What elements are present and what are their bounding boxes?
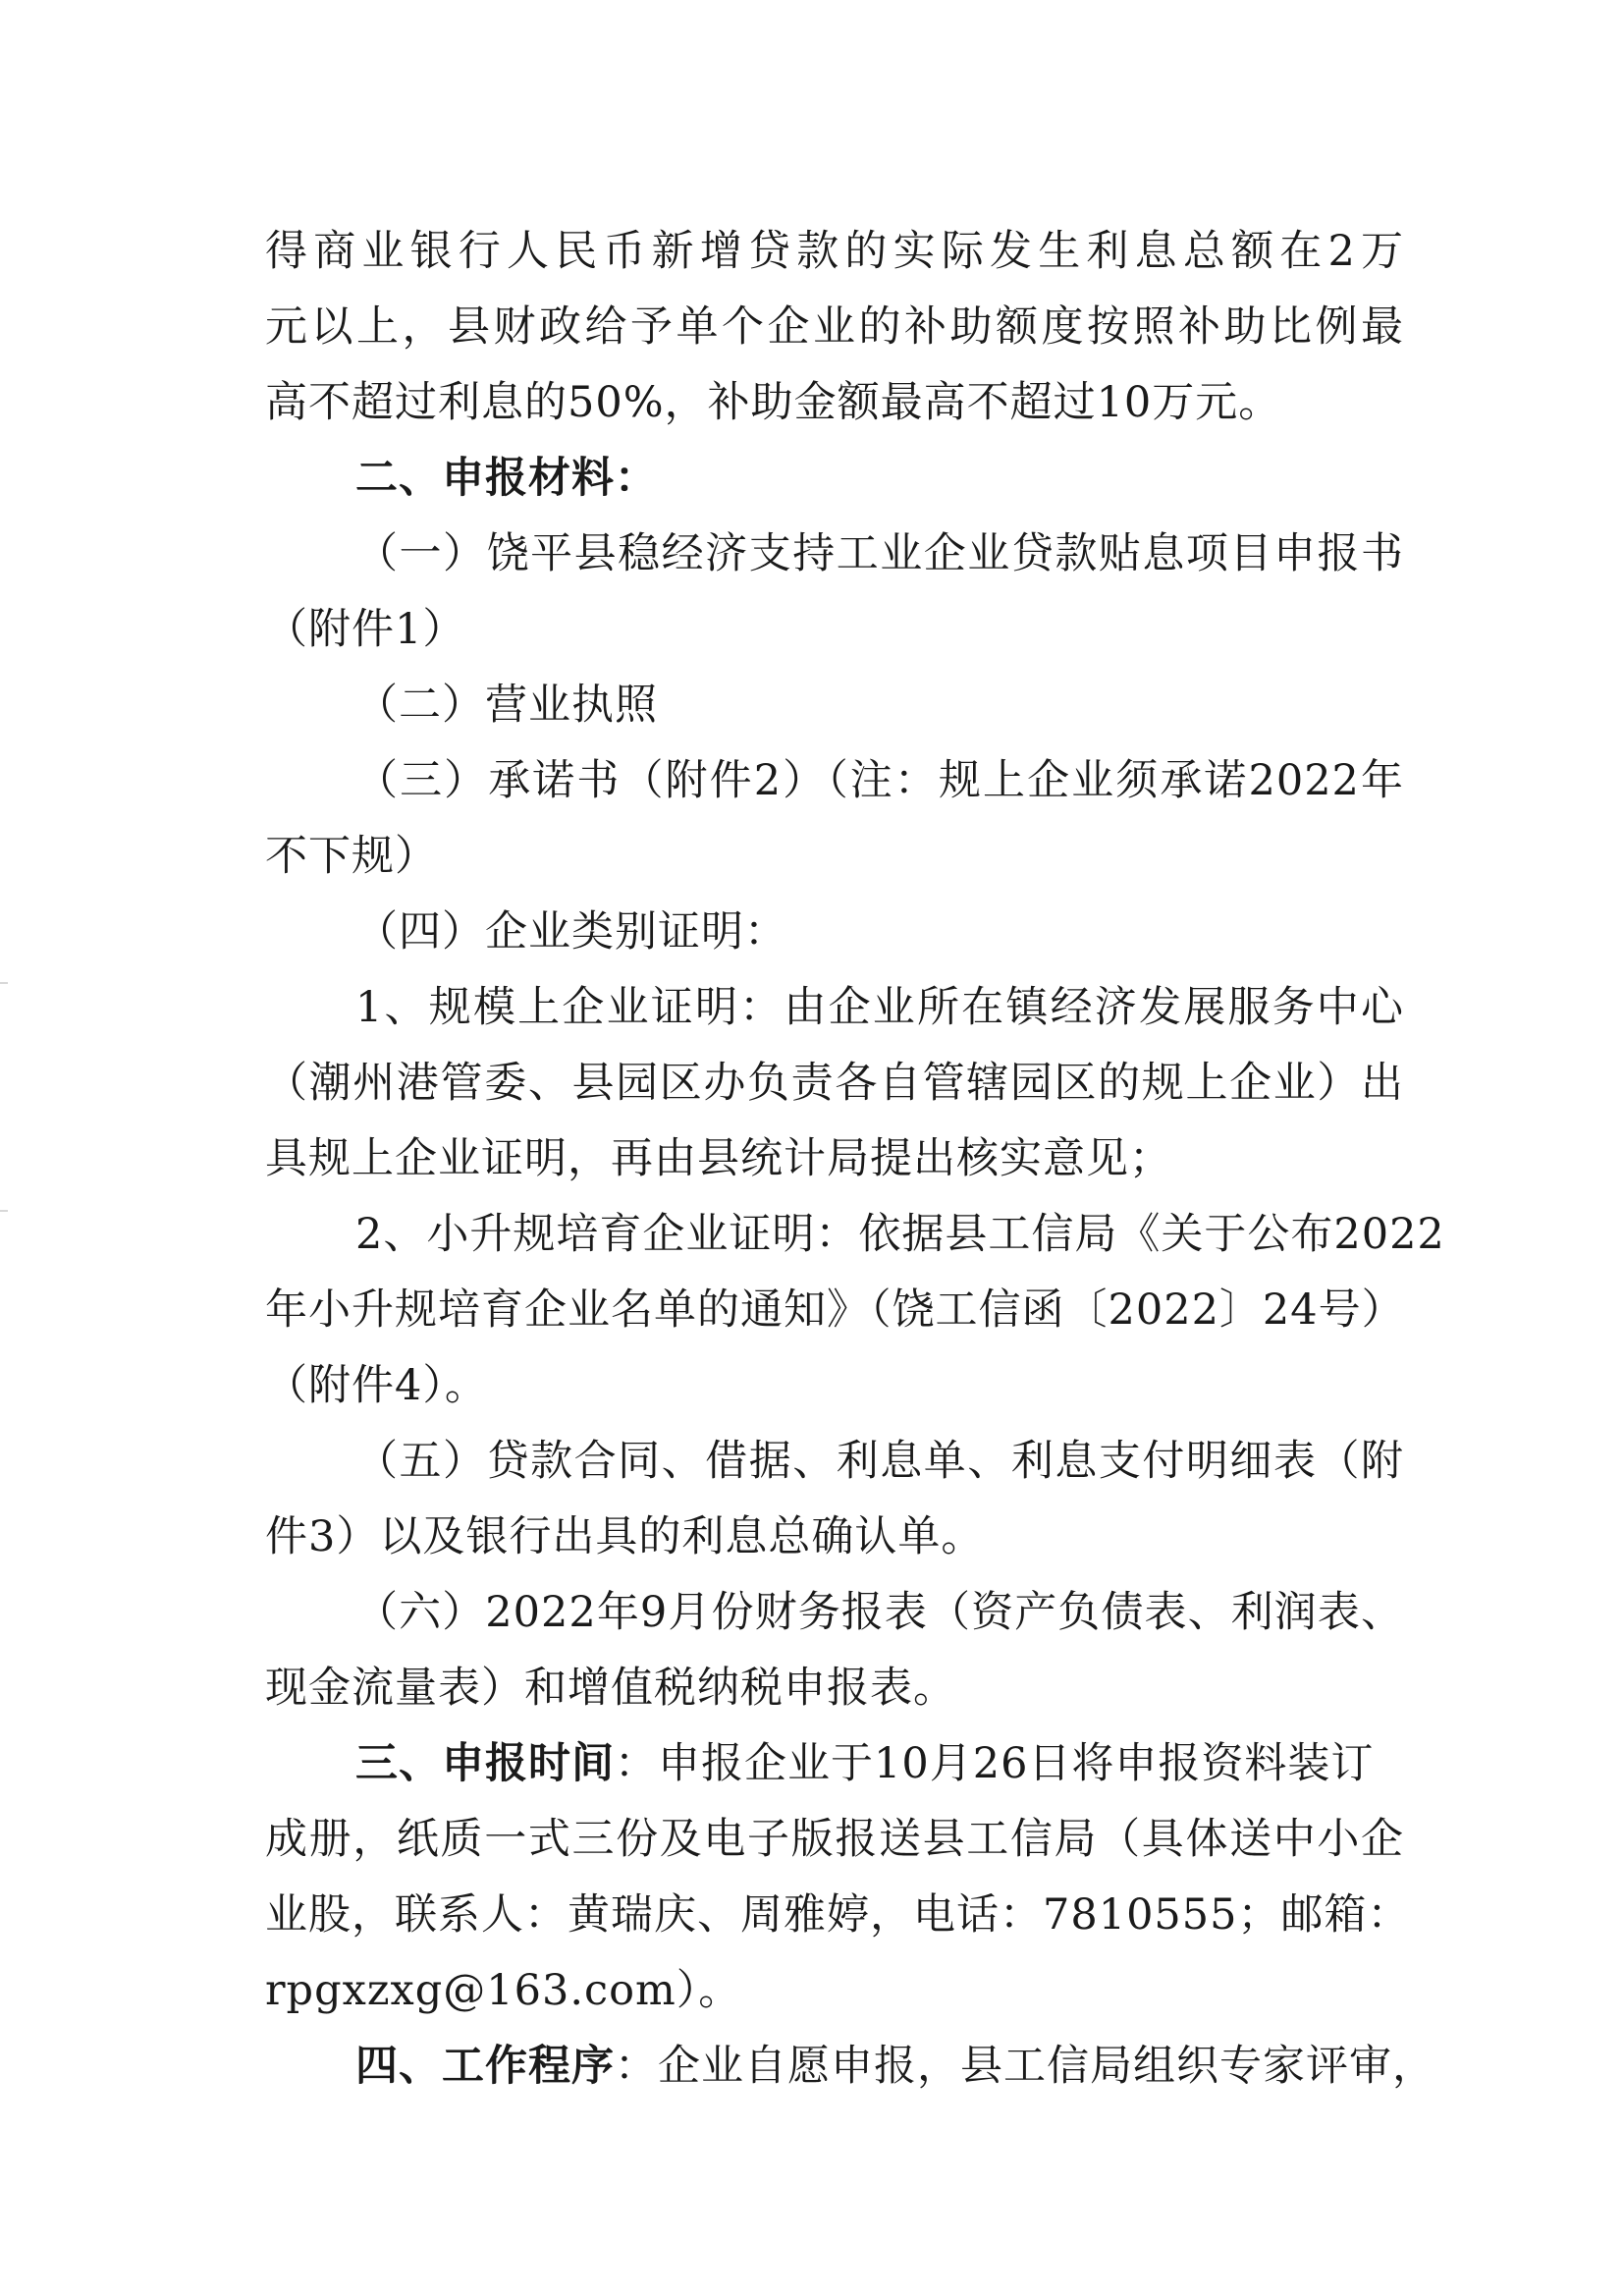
paragraph-line: （四）企业类别证明：: [355, 907, 787, 957]
section-line-timing: [265, 1726, 1404, 1802]
paragraph-line: 元以上，县财政给予单个企业的补助额度按照补助比例最: [265, 302, 1404, 352]
section-text-procedure: ：企业自愿申报，县工信局组织专家评审，: [615, 2042, 1435, 2091]
paragraph-line: （潮州港管委、县园区办负责各自管辖园区的规上企业）出: [265, 1059, 1404, 1108]
paragraph-line: （六）2022年9月份财务报表（资产负债表、利润表、: [355, 1588, 1404, 1637]
scan-edge-mark: [0, 982, 8, 984]
paragraph-line: （附件1）: [265, 605, 466, 654]
scan-edge-mark: [0, 1210, 8, 1212]
paragraph-line: 2、小升规培育企业证明：依据县工信局《关于公布2022: [355, 1210, 1445, 1259]
section-heading-timing: 三、申报时间: [355, 1739, 615, 1788]
paragraph-line: 件3）以及银行出具的利息总确认单。: [265, 1512, 985, 1561]
paragraph-line: （二）营业执照: [355, 681, 658, 730]
paragraph-line: 具规上企业证明，再由县统计局提出核实意见；: [265, 1134, 1172, 1183]
paragraph-line: （五）贷款合同、借据、利息单、利息支付明细表（附: [355, 1437, 1404, 1486]
paragraph-line: 成册，纸质一式三份及电子版报送县工信局（具体送中小企: [265, 1815, 1404, 1864]
paragraph-line: rpgxzxg@163.com）。: [265, 1966, 742, 2015]
section-line-procedure: [265, 2029, 1435, 2105]
body-text: [265, 214, 1445, 2105]
paragraph-line: 不下规）: [265, 832, 438, 881]
paragraph-line: 业股，联系人：黄瑞庆、周雅婷，电话：7810555；邮箱：: [265, 1890, 1411, 1940]
paragraph-line: （一）饶平县稳经济支持工业企业贷款贴息项目申报书: [355, 529, 1404, 578]
paragraph-line: 年小升规培育企业名单的通知》（饶工信函〔2022〕24号）: [265, 1285, 1405, 1335]
section-heading-procedure: 四、工作程序: [355, 2042, 615, 2091]
paragraph-line: （三）承诺书（附件2）（注：规上企业须承诺2022年: [355, 756, 1404, 805]
paragraph-line: 得商业银行人民币新增贷款的实际发生利息总额在2万: [265, 227, 1404, 276]
section-text-timing: ：申报企业于10月26日将申报资料装订: [615, 1739, 1375, 1788]
paragraph-line: 1、规模上企业证明：由企业所在镇经济发展服务中心: [355, 983, 1404, 1032]
paragraph-line: 现金流量表）和增值税纳税申报表。: [265, 1664, 956, 1713]
section-heading-materials: 二、申报材料：: [355, 454, 658, 503]
paragraph-line: 高不超过利息的50%，补助金额最高不超过10万元。: [265, 378, 1282, 427]
paragraph-line: （附件4）。: [265, 1361, 488, 1410]
